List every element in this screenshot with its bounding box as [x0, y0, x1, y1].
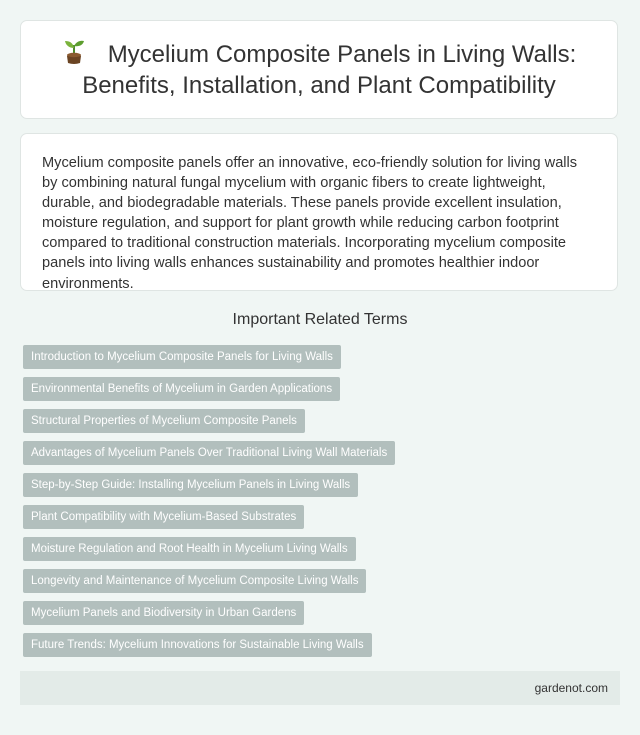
related-term-link[interactable]: Structural Properties of Mycelium Composite Panels [23, 409, 305, 433]
footer [20, 671, 620, 705]
related-terms-list [23, 345, 613, 665]
related-term-link[interactable]: Advantages of Mycelium Panels Over Traditional Living Wall Materials [23, 441, 395, 465]
footer-site-link[interactable]: gardenot.com [534, 681, 608, 695]
related-term-link[interactable]: Plant Compatibility with Mycelium-Based Substrates [23, 505, 304, 529]
page-title-line-1 [62, 39, 577, 70]
related-term-link[interactable]: Mycelium Panels and Biodiversity in Urban Gardens [23, 601, 304, 625]
title-text-line-1: Mycelium Composite Panels in Living Walls: [107, 40, 577, 68]
title-card [20, 20, 618, 119]
related-term-link[interactable]: Moisture Regulation and Root Health in Mycelium Living Walls [23, 537, 356, 561]
related-term-link[interactable]: Step-by-Step Guide: Installing Mycelium Panels in Living Walls [23, 473, 358, 497]
page-title-line-2: Benefits, Installation, and Plant Compatibility [82, 71, 556, 99]
related-term-link[interactable]: Environmental Benefits of Mycelium in Garden Applications [23, 377, 340, 401]
related-term-link[interactable]: Longevity and Maintenance of Mycelium Composite Living Walls [23, 569, 366, 593]
sprout-icon [62, 39, 86, 65]
related-term-link[interactable]: Introduction to Mycelium Composite Panels for Living Walls [23, 345, 341, 369]
related-term-link[interactable]: Future Trends: Mycelium Innovations for Sustainable Living Walls [23, 633, 372, 657]
summary-text: Mycelium composite panels offer an innovative, eco-friendly solution for living walls by combining natural fungal mycelium with organic fibers to create lightweight, durable, and biodegradable materials. These panels provide excellent insulation, moisture regulation, and support for plant growth while reducing carbon footprint compared to traditional construction materials. Incorporating mycelium composite panels into living walls enhances sustainability and promotes healthier indoor environments. [42, 155, 578, 292]
related-terms-heading: Important Related Terms [232, 311, 408, 328]
summary-card [20, 133, 618, 291]
